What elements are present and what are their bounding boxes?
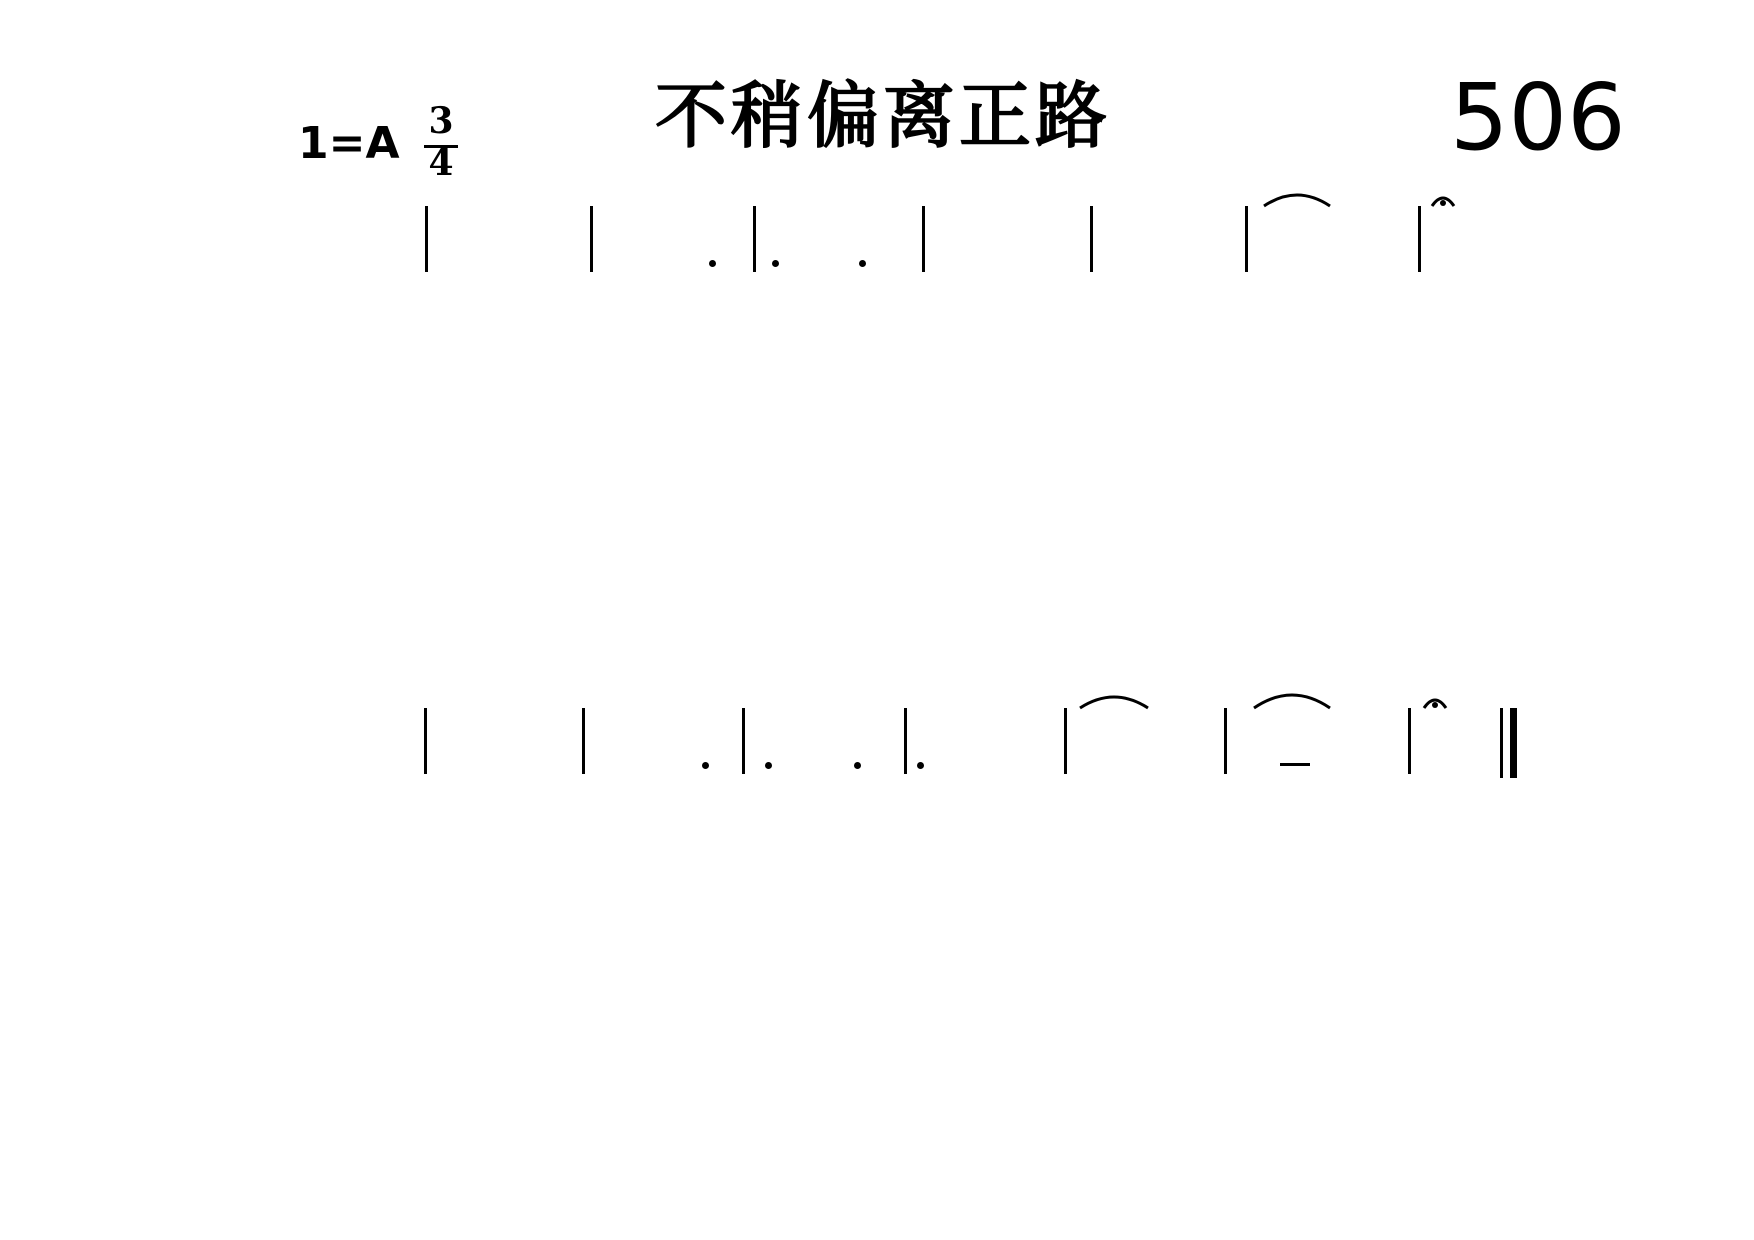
time-signature-numerator: 3 bbox=[428, 100, 454, 142]
fermata-dot bbox=[1440, 200, 1446, 206]
slur bbox=[1254, 695, 1330, 708]
fermata-dot bbox=[1432, 702, 1438, 708]
key-signature: 1=A bbox=[298, 118, 400, 169]
slur bbox=[1264, 195, 1330, 206]
hymn-title: 不稍偏离正路 bbox=[655, 74, 1112, 158]
slur bbox=[1080, 697, 1148, 708]
time-signature-denominator: 4 bbox=[428, 142, 454, 184]
hymn-number: 506 bbox=[1450, 64, 1626, 171]
